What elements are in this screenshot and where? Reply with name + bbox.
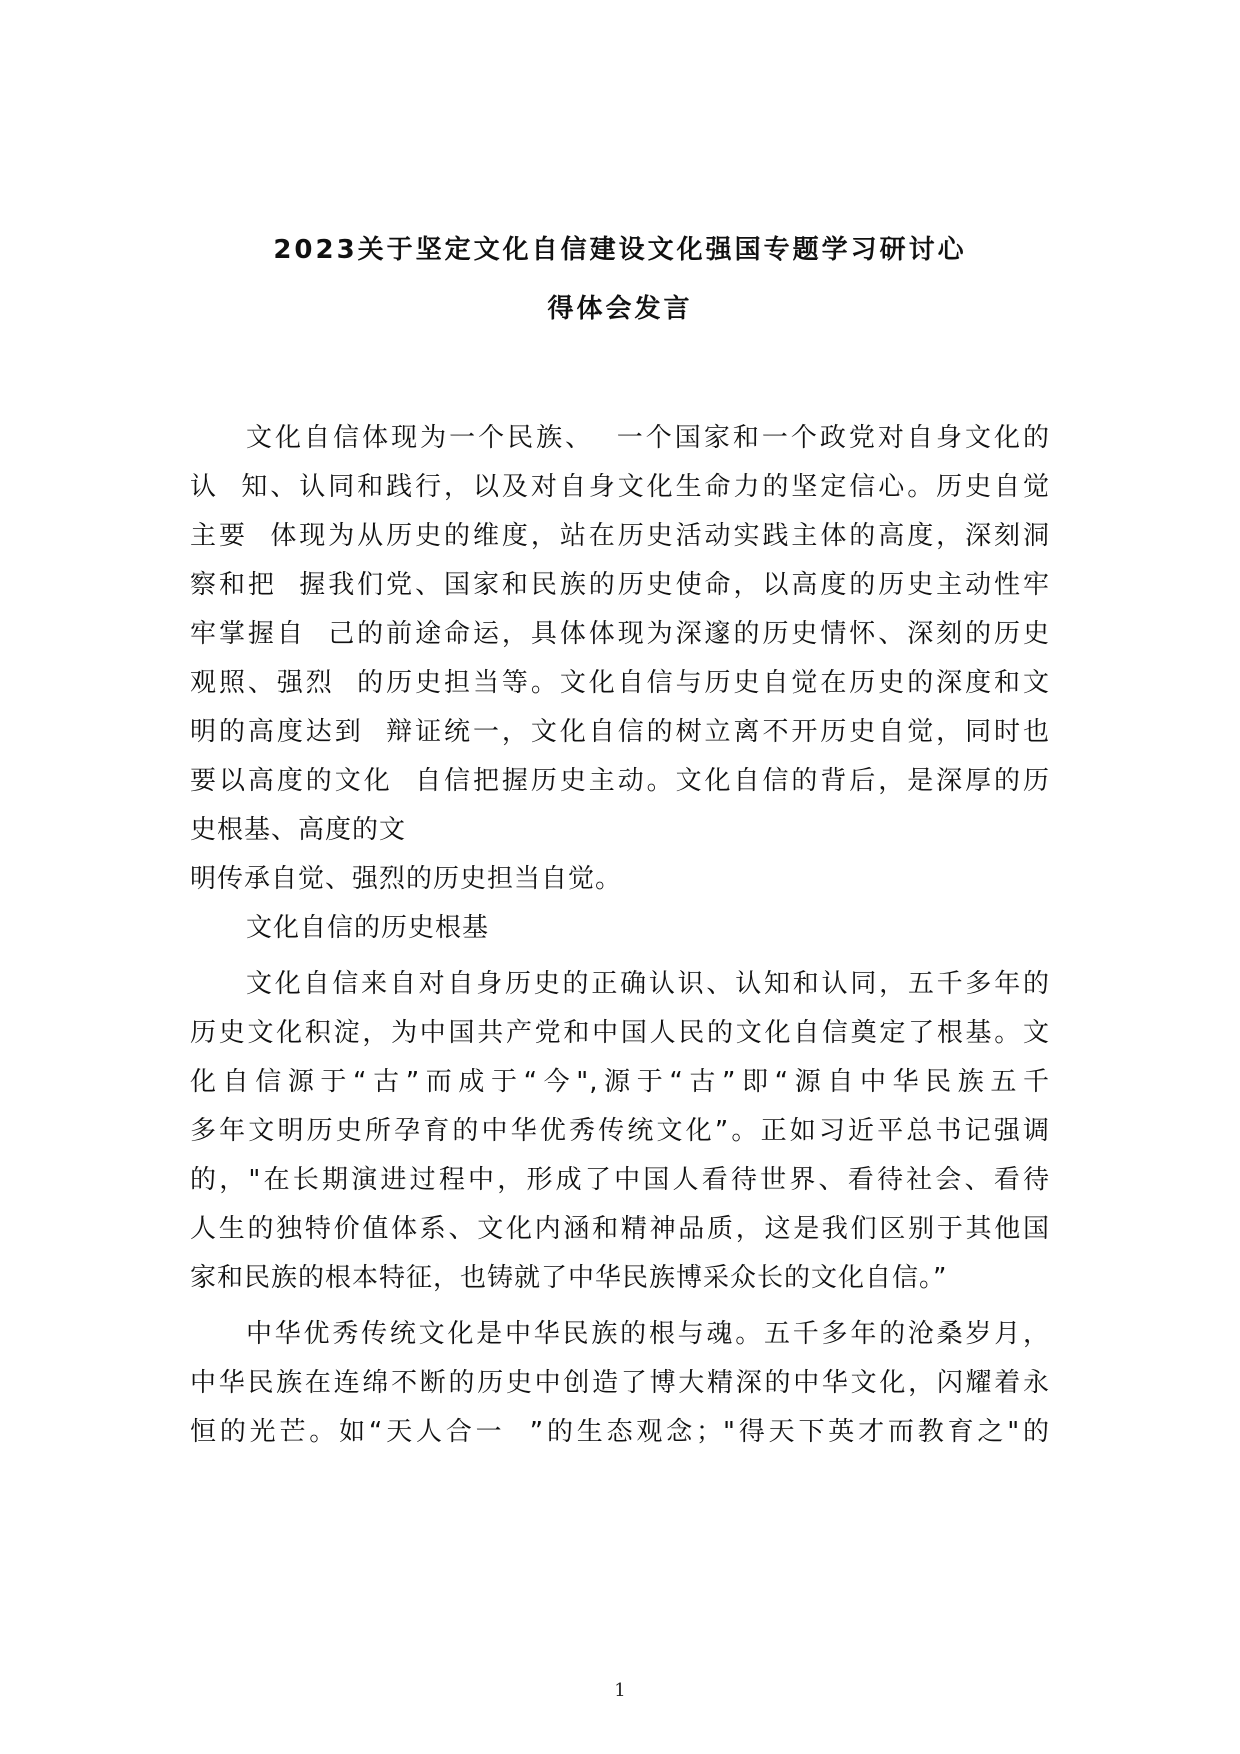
text-line: 文化自信的历史根基 bbox=[246, 913, 490, 943]
text-line: 中华民族在连绵不断的历史中创造了博大精深的中华文化，闪耀着永 bbox=[190, 1368, 1050, 1398]
section-heading bbox=[190, 904, 1050, 953]
text-line: 历史文化积淀，为中国共产党和中国人民的文化自信奠定了根基。文 bbox=[190, 1018, 1050, 1048]
text-line: 观照、强烈 的历史担当等。文化自信与历史自觉在历史的深度和文 bbox=[190, 668, 1050, 698]
text-line: 明的高度达到 辩证统一，文化自信的树立离不开历史自觉，同时也 bbox=[190, 717, 1050, 747]
text-line: 人生的独特价值体系、文化内涵和精神品质，这是我们区别于其他国 bbox=[190, 1214, 1050, 1244]
text-line: 化自信源于“古”而成于“今",源于“古”即“源自中华民族五千 bbox=[190, 1067, 1050, 1097]
text-line: 多年文明历史所孕育的中华优秀传统文化”。正如习近平总书记强调 bbox=[190, 1116, 1050, 1146]
text-line: 认 知、认同和践行，以及对自身文化生命力的坚定信心。历史自觉 bbox=[190, 472, 1050, 502]
text-line: 家和民族的根本特征，也铸就了中华民族博采众长的文化自信。” bbox=[190, 1263, 948, 1293]
paragraph-3 bbox=[190, 960, 1050, 1303]
text-line: 主要 体现为从历史的维度，站在历史活动实践主体的高度，深刻洞 bbox=[190, 521, 1050, 551]
text-line: 的，"在长期演进过程中，形成了中国人看待世界、看待社会、看待 bbox=[190, 1165, 1050, 1195]
text-line: 明传承自觉、强烈的历史担当自觉。 bbox=[190, 864, 623, 894]
text-line: 牢掌握自 己的前途命运，具体体现为深邃的历史情怀、深刻的历史 bbox=[190, 619, 1050, 649]
document-body bbox=[190, 414, 1050, 1457]
document-title-line-2: 得体会发言 bbox=[547, 294, 693, 324]
text-line: 恒的光芒。如“天人合一 ”的生态观念；"得天下英才而教育之"的 bbox=[190, 1417, 1050, 1447]
text-line: 要以高度的文化 自信把握历史主动。文化自信的背后，是深厚的历 bbox=[190, 766, 1050, 796]
text-line: 察和把 握我们党、国家和民族的历史使命，以高度的历史主动性牢 bbox=[190, 570, 1050, 600]
text-line: 文化自信来自对自身历史的正确认识、认知和认同，五千多年的 bbox=[246, 969, 1050, 999]
text-line: 中华优秀传统文化是中华民族的根与魂。五千多年的沧桑岁月， bbox=[246, 1319, 1050, 1349]
document-title-line-1: 2023关于坚定文化自信建设文化强国专题学习研讨心 bbox=[273, 235, 967, 265]
text-line: 史根基、高度的文 bbox=[190, 815, 407, 845]
page-number: 1 bbox=[614, 1680, 626, 1701]
text-line: 文化自信体现为一个民族、 一个国家和一个政党对自身文化的 bbox=[246, 423, 1050, 453]
paragraph-4 bbox=[190, 1310, 1050, 1457]
paragraph-1 bbox=[190, 414, 1050, 904]
